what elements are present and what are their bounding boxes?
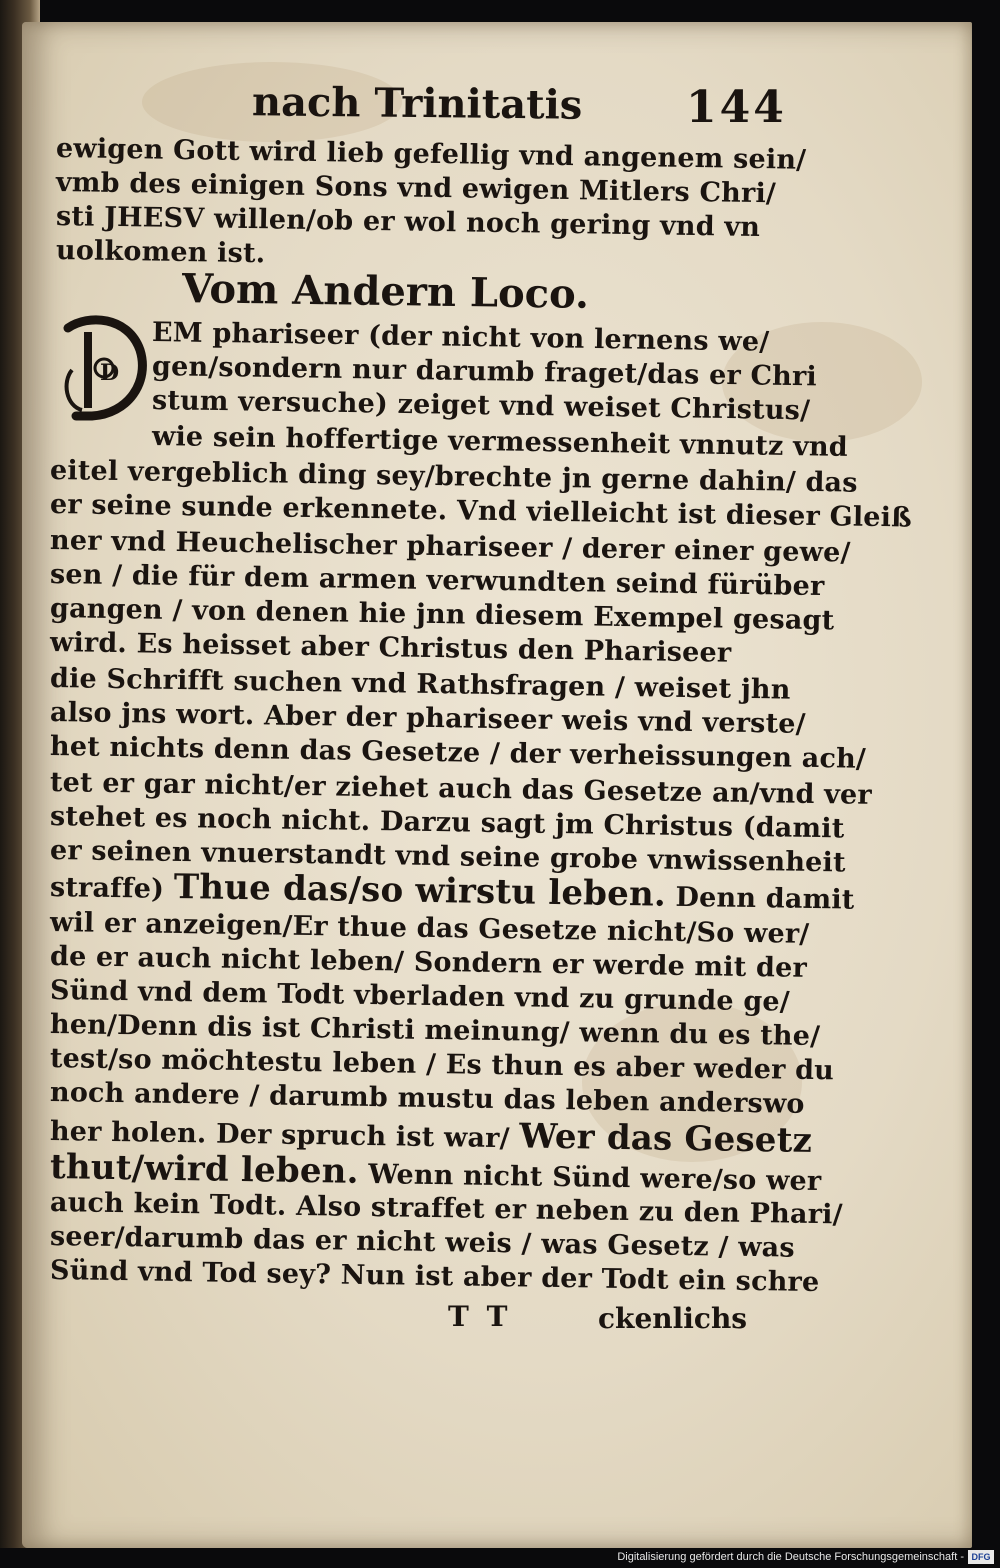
signature-mark: T T bbox=[448, 1300, 512, 1333]
text-line: gen/sondern nur darumb fraget/das er Chri bbox=[151, 351, 818, 393]
running-header: nach Trinitatis bbox=[251, 78, 583, 129]
text-line: stum versuche) zeiget vnd weiset Christus/ bbox=[151, 385, 811, 427]
text-line: vmb des einigen Sons vnd ewigen Mitlers Chri/ bbox=[55, 167, 777, 210]
text-line: seer/darumb das er nicht weis / was Gesetz / was bbox=[49, 1221, 795, 1264]
text-line: Sünd vnd dem Todt vberladen vnd zu grunde ge/ bbox=[49, 975, 791, 1018]
text-line: auch kein Todt. Also straffet er neben zu den Phari/ bbox=[49, 1187, 843, 1231]
text-line: also jns wort. Aber der phariseer weis vnd verste/ bbox=[49, 697, 806, 740]
text-line: wil er anzeigen/Er thue das Gesetze nicht/So wer/ bbox=[49, 907, 810, 950]
emphasized-phrase: thut/wird leben. bbox=[49, 1147, 359, 1192]
initial-letter: D bbox=[100, 360, 120, 386]
text-line: sti JHESV willen/ob er wol noch gering vnd vn bbox=[55, 201, 761, 244]
text-line: stehet es noch nicht. Darzu sagt jm Christus (damit bbox=[49, 801, 845, 845]
text-line: de er auch nicht leben/ Sondern er werde mit der bbox=[49, 941, 808, 984]
text-line: ewigen Gott wird lieb gefellig vnd angenem sein/ bbox=[55, 133, 807, 176]
text-line: er seinen vnuerstandt vnd seine grobe vnwissenheit bbox=[49, 835, 846, 879]
text-line: sen / die für dem armen verwundten seind fürüber bbox=[49, 559, 825, 603]
page-edge-shadow bbox=[970, 22, 1000, 1548]
decorated-initial bbox=[58, 310, 150, 422]
line-suffix: Wenn nicht Sünd were/so wer bbox=[367, 1159, 822, 1198]
catchword: ckenlichs bbox=[598, 1302, 748, 1335]
dfg-logo: DFG bbox=[968, 1550, 994, 1564]
text-line: wird. Es heisset aber Christus den Phariseer bbox=[49, 627, 732, 669]
text-line: EM phariseer (der nicht von lernens we/ bbox=[151, 317, 770, 358]
text-line: eitel vergeblich ding sey/brechte jn gerne dahin/ das bbox=[49, 455, 858, 499]
line-prefix: straffe) bbox=[49, 872, 165, 905]
text-line: die Schrifft suchen vnd Rathsfragen / weiset jhn bbox=[49, 663, 791, 706]
funding-credit: Digitalisierung gefördert durch die Deutsche Forschungsgemeinschaft - bbox=[617, 1551, 964, 1563]
text-line: uolkomen ist. bbox=[55, 235, 266, 270]
page-number: 144 bbox=[686, 82, 787, 133]
text-line: gangen / von denen hie jnn diesem Exempel gesagt bbox=[49, 593, 835, 637]
line-suffix: Denn damit bbox=[675, 881, 855, 916]
text-line: ner vnd Heuchelischer phariseer / derer einer gewe/ bbox=[49, 525, 851, 569]
emphasized-phrase: Wer das Gesetz bbox=[518, 1116, 813, 1161]
emphasized-phrase: Thue das/so wirstu leben. bbox=[173, 866, 667, 915]
text-line: wie sein hoffertige vermessenheit vnnutz vnd bbox=[151, 421, 849, 463]
text-line: hen/Denn dis ist Christi meinung/ wenn du es the/ bbox=[49, 1009, 821, 1053]
text-line: het nichts denn das Gesetze / der verheissungen ach/ bbox=[49, 731, 867, 775]
section-heading: Vom Andern Loco. bbox=[181, 265, 590, 318]
text-line: test/so möchtestu leben / Es thun es aber weder du bbox=[49, 1043, 835, 1087]
text-line: er seine sunde erkennete. Vnd vielleicht ist dieser Gleiß bbox=[49, 489, 913, 534]
line-prefix: her holen. Der spruch ist war/ bbox=[49, 1116, 510, 1155]
text-line: Sünd vnd Tod sey? Nun ist aber der Todt ein schre bbox=[49, 1255, 820, 1299]
text-line: tet er gar nicht/er ziehet auch das Gesetze an/vnd ver bbox=[49, 767, 873, 811]
text-line: noch andere / darumb mustu das leben anderswo bbox=[49, 1077, 805, 1120]
